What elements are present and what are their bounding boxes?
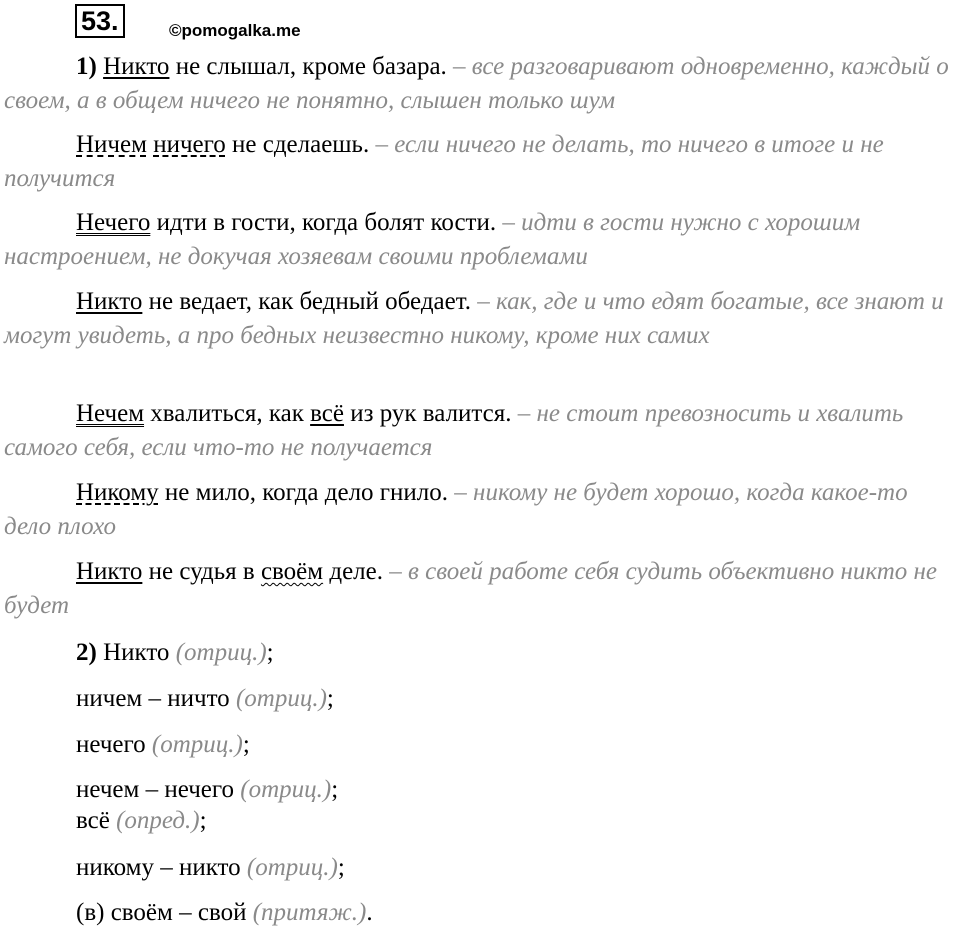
answer-line-4 (76, 773, 338, 807)
proverb-6 (4, 476, 956, 544)
object-word: Никому (76, 479, 159, 506)
dash: – (496, 209, 522, 236)
explanation: в своей работе себя судить объективно никто не будет (4, 558, 938, 619)
answer-end: ; (242, 731, 250, 758)
answer-note: (притяж.) (252, 899, 367, 926)
dash: – (369, 131, 395, 158)
dash: – (446, 53, 472, 80)
answer-line-3 (76, 728, 250, 762)
explanation: никому не будет хорошо, когда какое-то дело плохо (4, 479, 908, 540)
answer-text: Никто (103, 639, 176, 666)
part1-label: 1) (76, 53, 97, 80)
answer-line-2 (76, 682, 334, 716)
dash: – (448, 479, 474, 506)
proverb-5 (4, 397, 956, 465)
proverb-text: не мило, когда дело гнило. (158, 479, 449, 506)
answer-line-6 (76, 851, 345, 885)
proverb-text: из рук валится. (343, 400, 512, 427)
explanation: как, где и что едят богатые, все знают и могут увидеть, а про бедных неизвестно никому, кроме них самих (4, 288, 944, 349)
answer-end: ; (266, 639, 274, 666)
answer-text: ничем – ничто (76, 685, 236, 712)
proverb-text: не судья в (142, 558, 261, 585)
proverb-text: идти в гости, когда болят кости. (150, 209, 497, 236)
explanation: все разговаривают одновременно, каждый о своем, а в общем ничего не понятно, слышен только шум (4, 53, 949, 114)
answer-text: (в) своём – свой (76, 899, 253, 926)
predicate-word: Нечем (76, 400, 145, 427)
answer-end: ; (331, 776, 339, 803)
answer-text: нечем – нечего (76, 776, 241, 803)
subject-word: Никто (103, 53, 170, 80)
subject-word: Никто (76, 558, 143, 585)
answer-note: (опред.) (116, 807, 200, 834)
answer-end: ; (326, 685, 334, 712)
exercise-number: 53. (75, 4, 125, 38)
proverb-2 (4, 128, 956, 196)
proverb-text: не сделаешь. (225, 131, 370, 158)
answer-note: (отриц.) (246, 854, 338, 881)
explanation: не стоит превозносить и хвалить самого себя, если что-то не получается (4, 400, 904, 461)
explanation: если ничего не делать, то ничего в итоге и не получится (4, 131, 884, 192)
dash: – (511, 400, 537, 427)
answer-line-7 (76, 896, 373, 930)
answer-end: . (366, 899, 373, 926)
definition-word: своём (260, 558, 324, 585)
answer-end: ; (337, 854, 345, 881)
site-watermark: ©pomogalka.me (169, 21, 301, 40)
dash: – (383, 558, 408, 585)
dash: – (471, 288, 497, 315)
proverb-4 (4, 285, 956, 353)
proverb-7 (4, 555, 956, 623)
answer-note: (отриц.) (235, 685, 327, 712)
part2-label: 2) (76, 639, 97, 666)
object-word: Ничем (76, 131, 147, 158)
answer-note: (отриц.) (240, 776, 332, 803)
predicate-word: Нечего (76, 209, 151, 236)
explanation: идти в гости нужно с хорошим настроением, не докучая хозяевам своими проблемами (4, 209, 861, 270)
answer-line-1 (76, 636, 274, 670)
answer-end: ; (199, 807, 207, 834)
subject-word: всё (310, 400, 344, 427)
subject-word: Никто (76, 288, 143, 315)
answer-note: (отриц.) (175, 639, 267, 666)
answer-note: (отриц.) (151, 731, 243, 758)
answer-text: никому – никто (76, 854, 247, 881)
proverb-text: не слышал, кроме базара. (169, 53, 447, 80)
answer-text: нечего (76, 731, 152, 758)
object-word: ничего (153, 131, 226, 158)
proverb-text: хвалиться, как (144, 400, 311, 427)
proverb-text: деле. (323, 558, 383, 585)
proverb-1 (4, 50, 956, 118)
answer-text: всё (76, 807, 117, 834)
proverb-3 (4, 206, 956, 274)
proverb-text: не ведает, как бедный обедает. (142, 288, 472, 315)
answer-line-5 (76, 804, 207, 838)
